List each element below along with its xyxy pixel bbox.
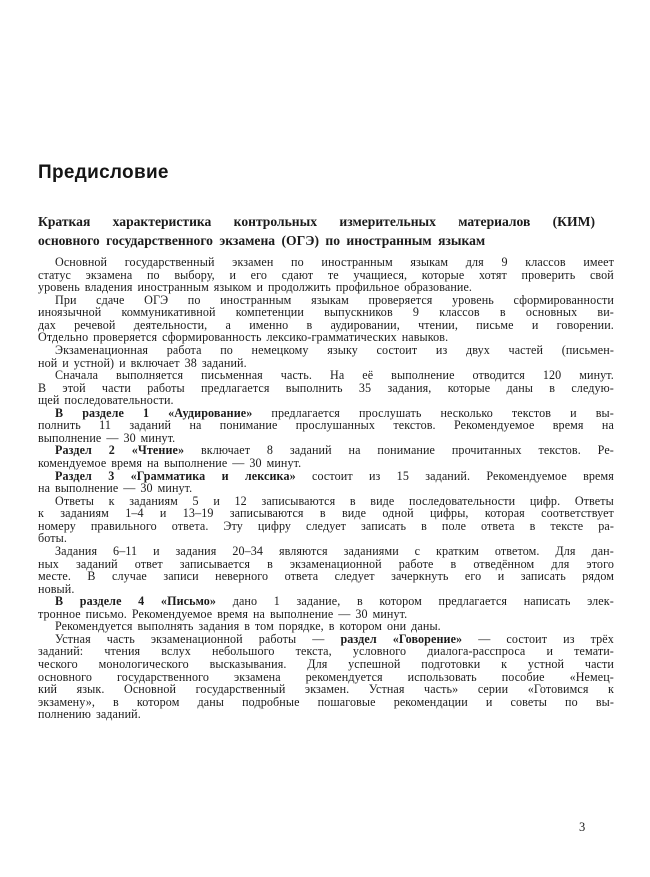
text-line: полнению заданий. <box>38 707 141 722</box>
text-line: номеру правильного ответа. Эту цифру следует записать в поле ответа в тексте ра- <box>38 518 614 533</box>
text-line: боты. <box>38 531 67 546</box>
text-line: Отдельно проверяется сформированность лексико-грамматических навыков. <box>38 330 449 345</box>
text-line: При сдаче ОГЭ по иностранным языкам проверяется уровень сформированности <box>55 292 614 307</box>
paragraph <box>38 344 614 369</box>
paragraph <box>38 407 614 445</box>
text-line: полнить 11 заданий на понимание прослушанных текстов. Рекомендуемое время на <box>38 418 614 433</box>
paragraph <box>38 294 614 344</box>
text-line: новый. <box>38 581 75 596</box>
text-line: уровень владения иностранным языком и продолжить профильное образование. <box>38 280 473 295</box>
paragraph <box>38 470 614 495</box>
text-line: месте. В случае записи неверного ответа следует зачеркнуть его и записать рядом <box>38 569 614 584</box>
text-line: щей последовательности. <box>38 393 174 408</box>
text-line: статус экзамена по выбору, и его сдают те учащиеся, которые хотят проверить свой <box>38 267 614 282</box>
text-line: Ответы к заданиям 5 и 12 записываются в виде последовательности цифр. Ответы <box>55 493 614 508</box>
text-line: кий язык. Основной государственный экзамен. Устная часть» серии «Готовимся к <box>38 682 614 697</box>
text-line: Раздел 3 «Грамматика и лексика» состоит из 15 заданий. Рекомендуемое время <box>55 468 614 483</box>
text-line: Основной государственный экзамен по иностранным языкам для 9 классов имеет <box>55 255 614 269</box>
text-line: выполнение — 30 минут. <box>38 430 176 445</box>
text-line: к заданиям 1–4 и 13–19 записываются в виде одной цифры, которая соответствует <box>38 506 614 521</box>
text-line: тронное письмо. Рекомендуемое время на выполнение — 30 минут. <box>38 606 408 621</box>
text-line: В этой части работы предлагается выполнить 35 задания, которые даны в следую- <box>38 380 614 395</box>
paragraph <box>38 256 614 294</box>
text-line: основного государственного экзамена рекомендуется использовать пособие «Немец- <box>38 669 614 684</box>
text-line: Сначала выполняется письменная часть. На её выполнение отводится 120 минут. <box>55 368 614 383</box>
body-text <box>38 256 614 721</box>
text-line: Краткая характеристика контрольных измерительных материалов (КИМ) <box>38 214 595 229</box>
text-line: основного государственного экзамена (ОГЭ) по иностранным языкам <box>38 232 486 248</box>
page-title: Предисловие <box>38 162 169 183</box>
text-line: ных заданий ответ записывается в экзаменационной работе в отведённом для этого <box>38 556 614 571</box>
text-line: Экзаменационная работа по немецкому языку состоит из двух частей (письмен- <box>55 342 614 357</box>
text-line: иноязычной коммуникативной компетенции выпускников 9 классов в основных ви- <box>38 305 614 320</box>
paragraph <box>38 495 614 545</box>
paragraph <box>38 633 614 721</box>
text-line: Задания 6–11 и задания 20–34 являются заданиями с кратким ответом. Для дан- <box>55 543 614 558</box>
paragraph <box>38 595 614 620</box>
paragraph <box>38 444 614 469</box>
text-line: на выполнение — 30 минут. <box>38 481 193 496</box>
paragraph <box>38 620 614 633</box>
text-line: заданий: чтения вслух небольшого текста, условного диалога-расспроса и темати- <box>38 644 614 659</box>
text-line: Рекомендуется выполнять задания в том порядке, в котором они даны. <box>55 619 441 634</box>
paragraph <box>38 545 614 595</box>
text-line: ной и устной) и включает 38 заданий. <box>38 355 247 370</box>
paragraph <box>38 369 614 407</box>
text-line: ческого монологического высказывания. Для успешной подготовки к устной части <box>38 657 614 671</box>
text-line: дах речевой деятельности, а именно в аудировании, чтении, письме и говорении. <box>38 317 614 332</box>
text-line: Раздел 2 «Чтение» включает 8 заданий на понимание прочитанных текстов. Ре- <box>55 443 614 458</box>
text-line: комендуемое время на выполнение — 30 минут. <box>38 456 302 470</box>
text-line: В разделе 4 «Письмо» дано 1 задание, в котором предлагается написать элек- <box>55 594 614 609</box>
section-heading <box>38 213 595 251</box>
text-line: экзамену», в котором даны подробные пошаговые рекомендации и советы по вы- <box>38 694 614 709</box>
text-line: В разделе 1 «Аудирование» предлагается прослушать несколько текстов и вы- <box>55 405 614 420</box>
page-number: 3 <box>579 820 586 834</box>
text-line: Устная часть экзаменационной работы — раздел «Говорение» — состоит из трёх <box>55 631 614 646</box>
